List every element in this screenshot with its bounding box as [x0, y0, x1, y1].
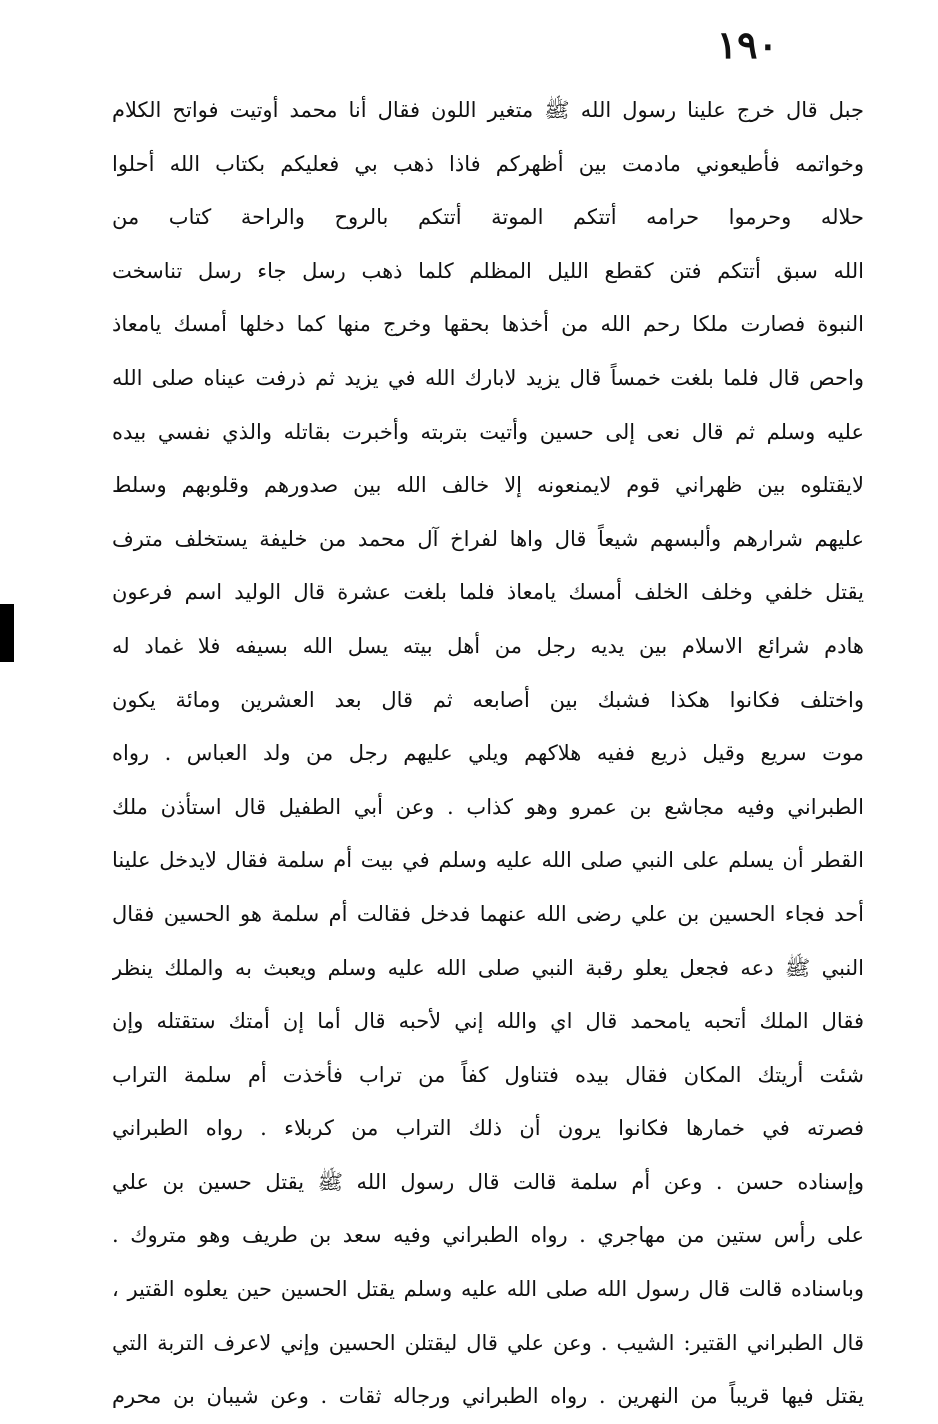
- text-line: القطر أن يسلم على النبي صلى الله عليه وسلم في بيت أم سلمة فقال لايدخل علينا: [112, 848, 864, 873]
- text-line: عليه وسلم ثم قال نعى إلى حسين وأتيت بتربته وأخبرت بقاتله والذي نفسي بيده: [112, 419, 864, 444]
- page-number: ١٩٠: [716, 22, 778, 67]
- text-line: النبي ﷺ دعه فجعل يعلو رقبة النبي صلى الله عليه وسلم ويعبث به والملك ينظر: [112, 955, 864, 980]
- text-line: جبل قال خرج علينا رسول الله ﷺ متغير اللون فقال أنا محمد أوتيت فواتح الكلام: [112, 98, 864, 122]
- text-line: يقتل خلفي وخلف الخلف أمسك يامعاذ فلما بلغت عشرة قال الوليد اسم فرعون: [112, 580, 864, 605]
- text-line: أحد فجاء الحسين بن علي رضى الله عنهما فدخل فقالت أم سلمة هو الحسين فقال: [112, 901, 864, 926]
- text-line: عليهم شرارهم وألبسهم شيعاً قال واها لفراخ آل محمد من خليفة يستخلف مترف: [112, 526, 864, 551]
- text-line: واحص قال فلما بلغت خمساً قال يزيد لابارك الله في يزيد ثم ذرفت عيناه صلى الله: [112, 365, 864, 390]
- text-line: يقتل فيها قريباً من النهرين . رواه الطبراني ورجاله ثقات . وعن شيبان بن محرم: [112, 1384, 864, 1409]
- text-line: موت سريع وقيل ذريع ففيه هلاكهم ويلي عليهم رجل من ولد العباس . رواه: [112, 741, 864, 766]
- text-line: لايقتلوه بين ظهراني قوم لايمنعونه إلا خالف الله بين صدورهم وقلوبهم وسلط: [112, 473, 864, 498]
- text-line: النبوة فصارت ملكا رحم الله من أخذها بحقها وخرج منها كما دخلها أمسك يامعاذ: [112, 312, 864, 337]
- text-line: الطبراني وفيه مجاشع بن عمرو وهو كذاب . وعن أبي الطفيل قال استأذن ملك: [112, 794, 864, 819]
- text-line: واختلف فكانوا هكذا فشبك بين أصابعه ثم قال بعد العشرين ومائة يكون: [112, 687, 864, 712]
- text-line: قال الطبراني القتير: الشيب . وعن علي قال ليقتلن الحسين وإني لاعرف التربة التي: [112, 1330, 864, 1355]
- body-text: [112, 84, 864, 1424]
- text-line: وخواتمه فأطيعوني مادمت بين أظهركم فاذا ذهب بي فعليكم بكتاب الله أحلوا: [112, 151, 864, 176]
- text-line: فصرته في خمارها فكانوا يرون أن ذلك التراب من كربلاء . رواه الطبراني: [112, 1116, 864, 1141]
- text-line: فقال الملك أتحبه يامحمد قال اي والله إني لأحبه قال أما إن أمتك ستقتله وإن: [112, 1009, 864, 1034]
- text-line: وإسناده حسن . وعن أم سلمة قالت قال رسول الله ﷺ يقتل حسين بن علي: [112, 1169, 864, 1194]
- text-line: شئت أريتك المكان فقال بيده فتناول كفاً من تراب فأخذت أم سلمة التراب: [112, 1062, 864, 1087]
- text-line: وباسناده قالت قال رسول الله صلى الله عليه وسلم يقتل الحسين حين يعلوه القتير ،: [112, 1277, 864, 1302]
- text-line: على رأس ستين من مهاجري . رواه الطبراني وفيه سعد بن طريف وهو متروك .: [112, 1223, 864, 1248]
- text-line: هادم شرائع الاسلام بين يديه رجل من أهل بيته يسل الله بسيفه فلا غماد له: [112, 633, 864, 658]
- text-line: الله سبق أتتكم فتن كقطع الليل المظلم كلما ذهب رسل جاء رسل تناسخت: [112, 258, 864, 283]
- binding-edge-mark: [0, 604, 14, 662]
- text-line: حلاله وحرموا حرامه أتتكم الموتة أتتكم بالروح والراحة كتاب من: [112, 205, 864, 230]
